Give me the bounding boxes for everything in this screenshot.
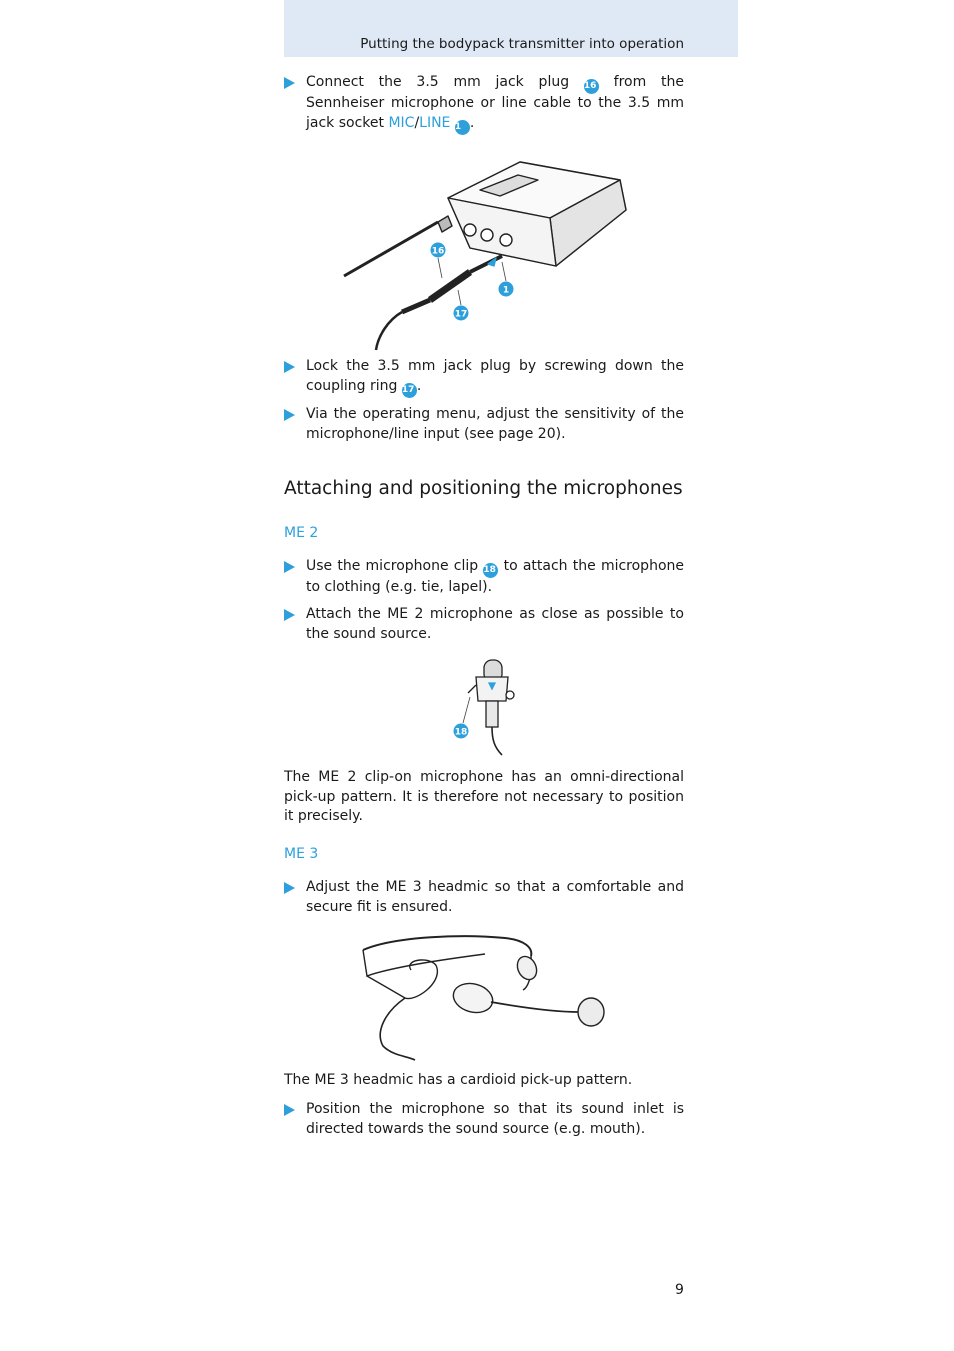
instruction-lock-plug: Lock the 3.5 mm jack plug by screwing down the coupling ring 17 .: [284, 357, 684, 398]
me3-heading: ME 3: [284, 846, 319, 862]
callout-18: 18: [483, 563, 498, 578]
callout-1: 1: [455, 120, 470, 135]
instruction-connect-jack: Connect the 3.5 mm jack plug 16 from the Sennheiser microphone or line cable to the 3.5 mm jack socket MIC/LINE 1 .: [284, 73, 684, 135]
section-title: Attaching and positioning the microphones: [284, 478, 683, 499]
header-band: [284, 0, 738, 57]
bullet-arrow-icon: [284, 77, 295, 89]
instruction-adjust-sensitivity: Via the operating menu, adjust the sensitivity of the microphone/line input (see page 20).: [284, 405, 684, 444]
me2-heading: ME 2: [284, 525, 319, 541]
bullet-arrow-icon: [284, 1104, 295, 1116]
label-mic: MIC: [388, 114, 415, 131]
running-header: Putting the bodypack transmitter into operation: [360, 36, 684, 52]
instruction-position-microphone: Position the microphone so that its sound inlet is directed towards the sound source (e.g. mouth).: [284, 1100, 684, 1139]
callout-16-text: 16: [431, 246, 445, 257]
bodypack-transmitter-illustration: [330, 140, 640, 355]
bullet-arrow-icon: [284, 609, 295, 621]
callout-16: 16: [584, 79, 599, 94]
bullet-arrow-icon: [284, 561, 295, 573]
bullet-arrow-icon: [284, 409, 295, 421]
callout-17-text: 17: [454, 309, 468, 320]
instruction-attach-me2: Attach the ME 2 microphone as close as possible to the sound source.: [284, 605, 684, 644]
callout-17: 17: [402, 383, 417, 398]
instruction-adjust-headmic: Adjust the ME 3 headmic so that a comfortable and secure fit is ensured.: [284, 878, 684, 917]
label-line: LINE: [419, 114, 451, 131]
instruction-microphone-clip: Use the microphone clip 18 to attach the microphone to clothing (e.g. tie, lapel).: [284, 557, 684, 598]
page-number: 9: [675, 1282, 684, 1298]
bullet-arrow-icon: [284, 361, 295, 373]
me2-description: The ME 2 clip-on microphone has an omni-directional pick-up pattern. It is therefore not necessary to position it precisely.: [284, 769, 684, 824]
me3-headmic-illustration: [355, 928, 615, 1063]
callout-1-text: 1: [502, 285, 510, 296]
callout-18-text: 18: [454, 727, 468, 738]
me2-clip-microphone-illustration: [440, 655, 530, 760]
me3-description: The ME 3 headmic has a cardioid pick-up pattern.: [284, 1072, 633, 1088]
bullet-arrow-icon: [284, 882, 295, 894]
